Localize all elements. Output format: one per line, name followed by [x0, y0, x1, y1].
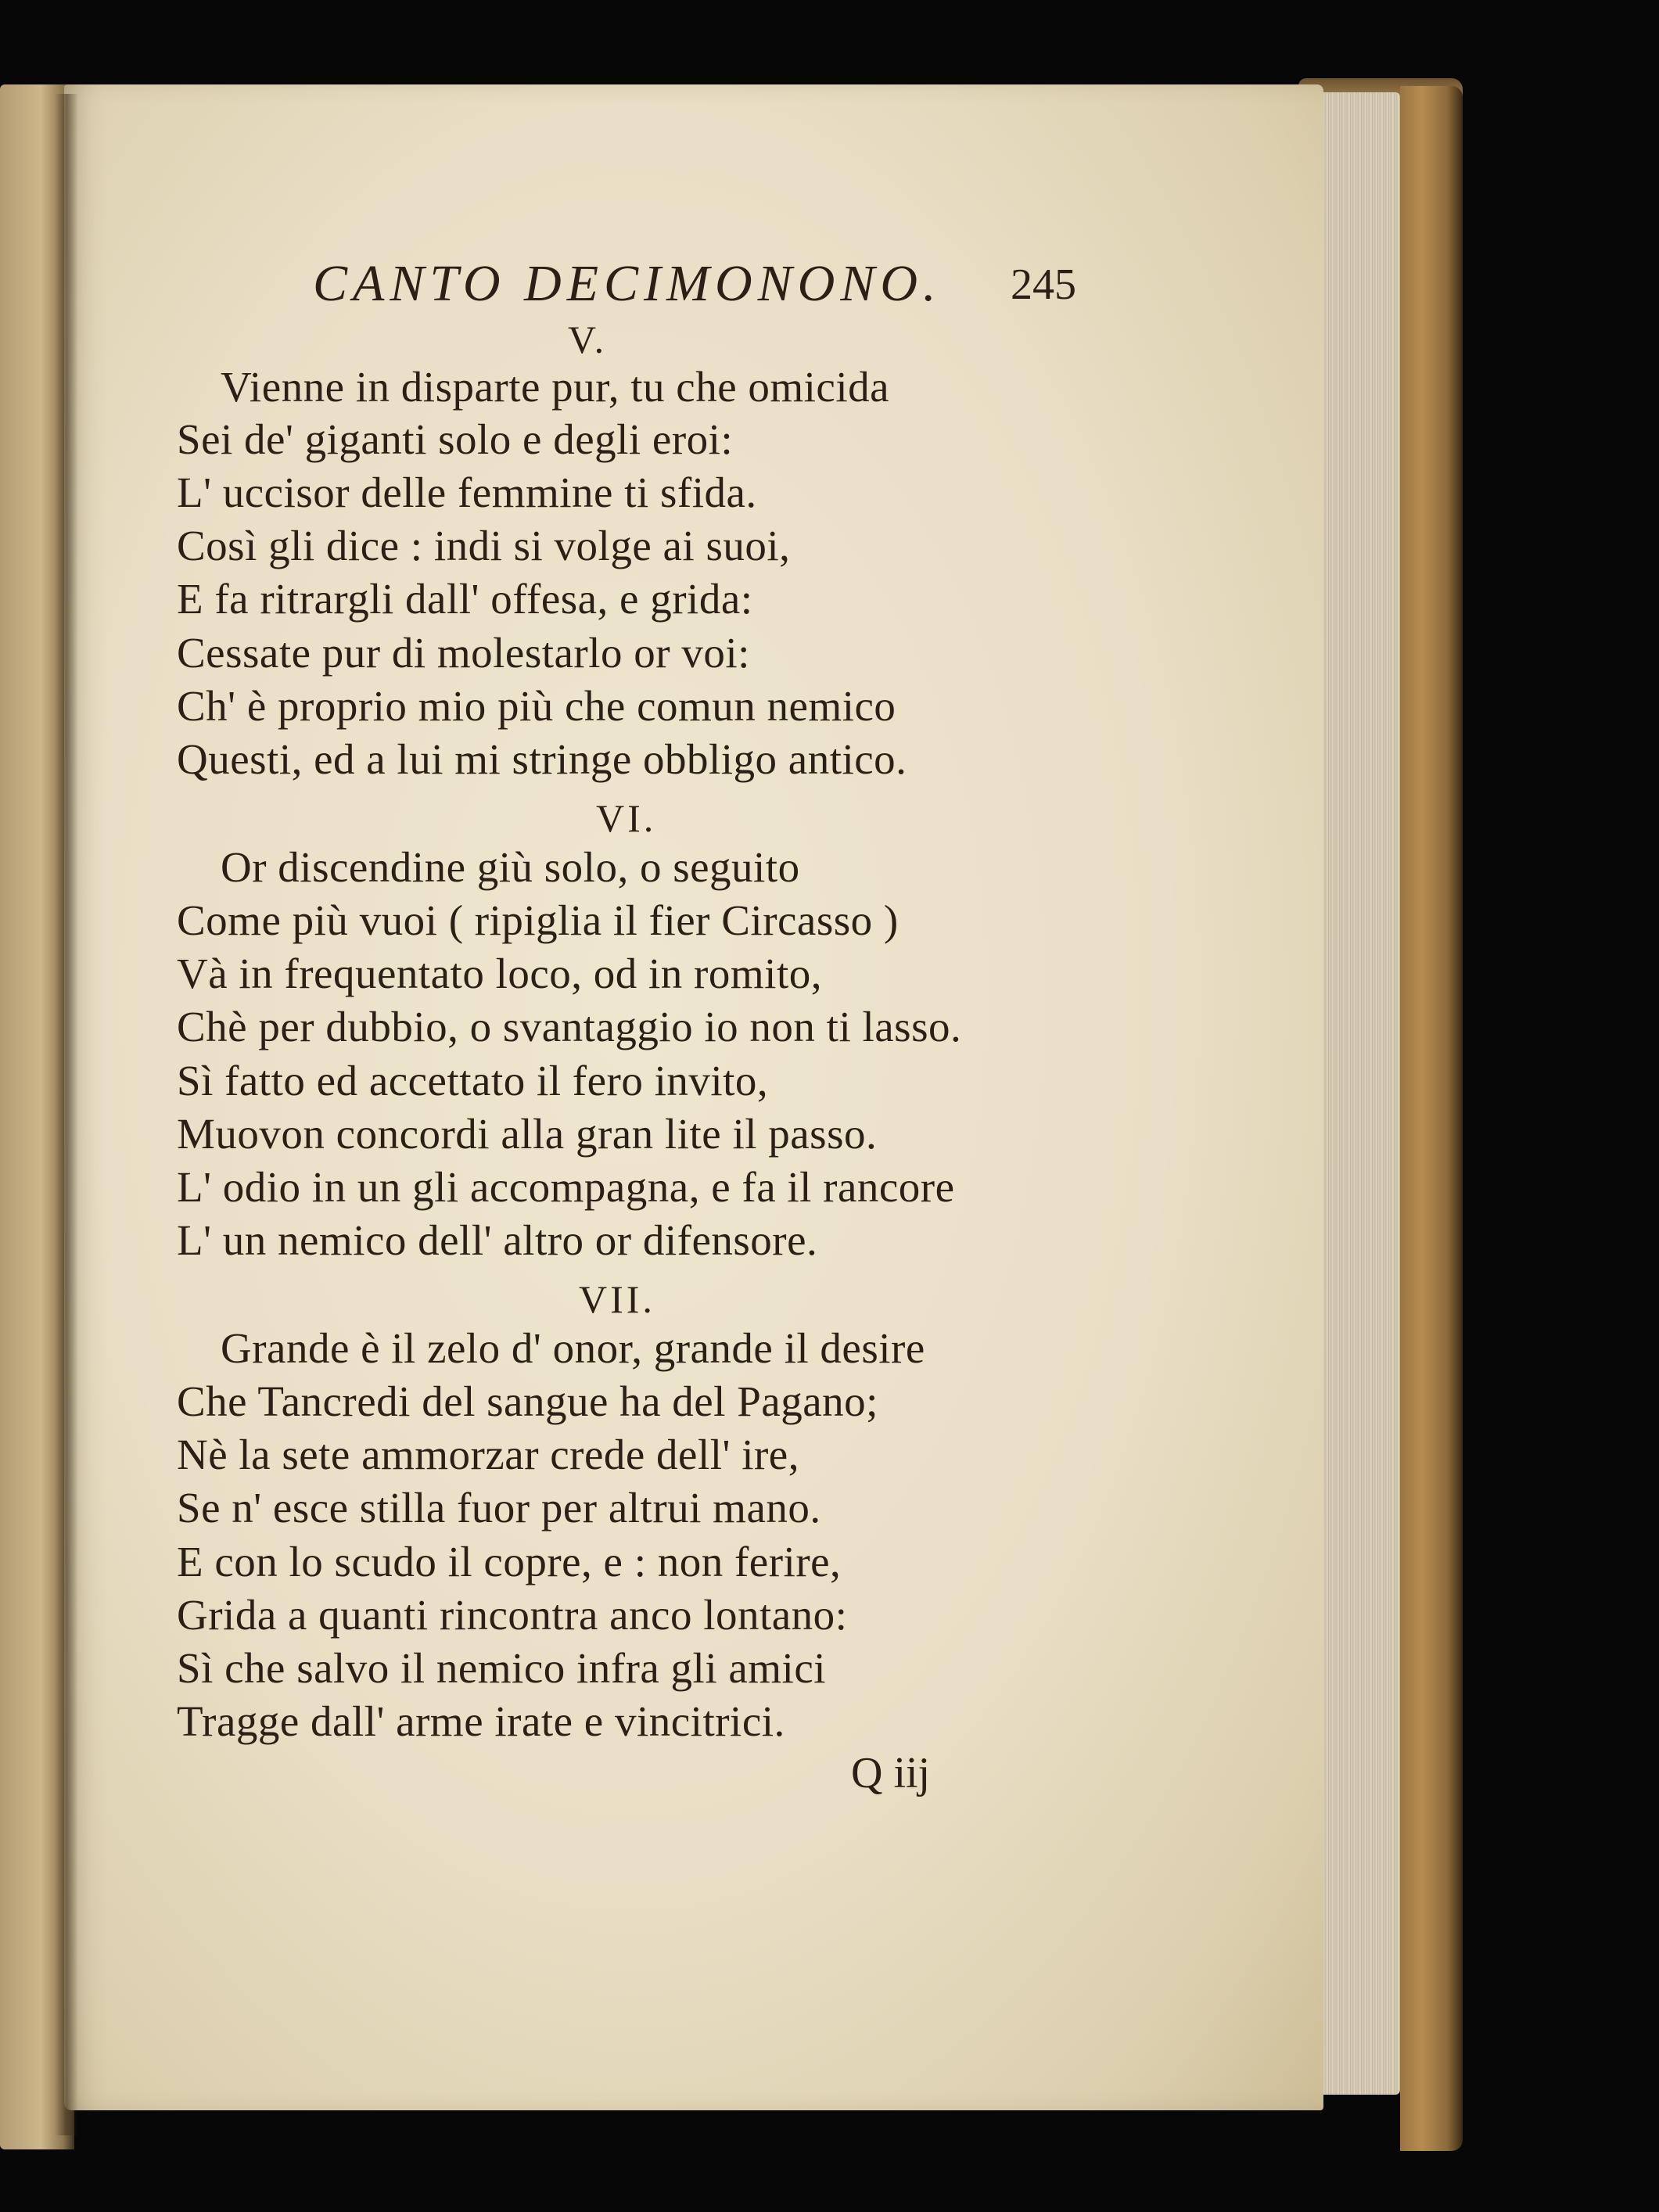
- page-number: 245: [1011, 260, 1076, 309]
- verse-line: Nè la sete ammorzar crede dell' ire,: [177, 1431, 799, 1478]
- verse-line: E fa ritrargli dall' offesa, e grida:: [177, 575, 753, 623]
- verse-line: Tragge dall' arme irate e vincitrici.: [177, 1697, 785, 1745]
- verse-line: Così gli dice : indi si volge ai suoi,: [177, 522, 791, 569]
- verse-line: L' uccisor delle femmine ti sfida.: [177, 469, 757, 516]
- verse-line: Che Tancredi del sangue ha del Pagano;: [177, 1377, 878, 1425]
- verse-line: Se n' esce stilla fuor per altrui mano.: [177, 1484, 821, 1532]
- verse-line: Grande è il zelo d' onor, grande il desire: [221, 1324, 925, 1372]
- verse-line: Or discendine giù solo, o seguito: [221, 843, 800, 891]
- verse-line: E con lo scudo il copre, e : non ferire,: [177, 1538, 842, 1585]
- verse-line: L' odio in un gli accompagna, e fa il rancore: [177, 1163, 955, 1211]
- verse-line: L' un nemico dell' altro or difensore.: [177, 1216, 818, 1264]
- verse-line: Chè per dubbio, o svantaggio io non ti lasso.: [177, 1003, 962, 1050]
- verse-line: Muovon concordi alla gran lite il passo.: [177, 1110, 878, 1158]
- verse-line: Vienne in disparte pur, tu che omicida: [221, 363, 890, 411]
- verse-line: Sei de' giganti solo e degli eroi:: [177, 415, 734, 463]
- verse-line: Questi, ed a lui mi stringe obbligo antico.: [177, 735, 907, 783]
- verse-line: Grida a quanti rincontra anco lontano:: [177, 1591, 848, 1639]
- signature-mark: Q iij: [851, 1749, 931, 1797]
- stanza-number: VII.: [579, 1277, 655, 1321]
- verse-line: Sì fatto ed accettato il fero invito,: [177, 1057, 769, 1104]
- verse-line: Cessate pur di molestarlo or voi:: [177, 629, 750, 677]
- stanza-number: VI.: [596, 796, 657, 840]
- verse-line: Ch' è proprio mio più che comun nemico: [177, 682, 896, 730]
- verse-line: Come più vuoi ( ripiglia il fier Circasso ): [177, 896, 899, 944]
- verse-line: Và in frequentato loco, od in romito,: [177, 950, 822, 997]
- running-head: CANTO DECIMONONO.: [313, 255, 942, 312]
- verse-line: Sì che salvo il nemico infra gli amici: [177, 1644, 827, 1692]
- stanza-number: V.: [568, 318, 608, 361]
